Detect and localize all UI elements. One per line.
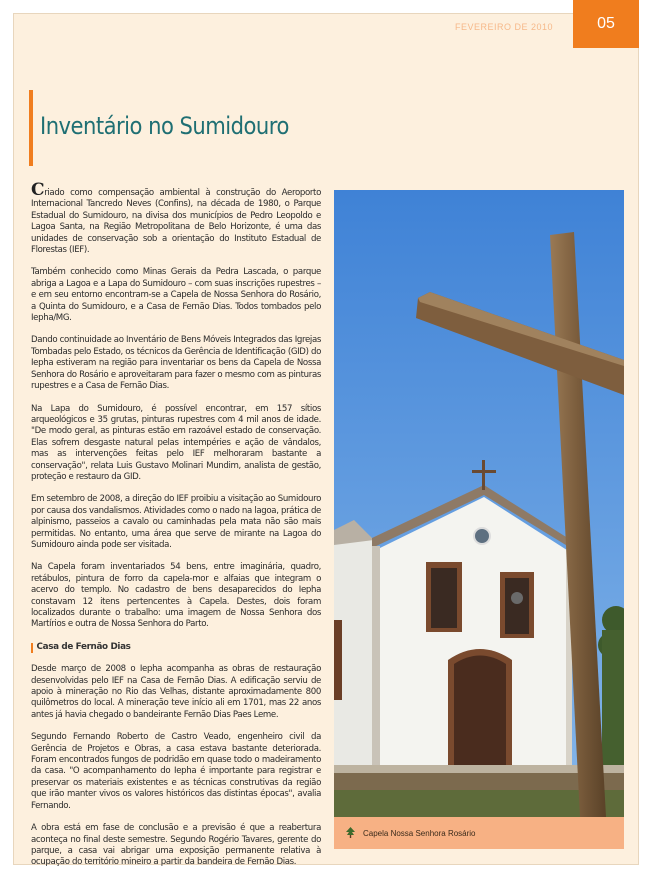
drop-cap: C (31, 180, 45, 200)
photo-caption-bar (334, 817, 624, 849)
chapel-photo (334, 190, 624, 817)
page-number: 05 (573, 0, 639, 48)
paragraph-1-text: riado como compensação ambiental à construção do Aeroporto Internacional Tancredo Neves (Confins), na década de 1980, o Parque Estadual do Sumidouro, na divisa dos municípios de Pedro Leopoldo e Lagoa Santa, na Região Metropolitana de Belo Horizonte, é uma das unidades de conservação sob a orientação do Instituto Estadual de Florestas (IEF). (31, 188, 321, 256)
subhead-accent-bar (31, 643, 33, 653)
subhead-text: Casa de Fernão Dias (36, 641, 131, 652)
paragraph-intro (31, 180, 321, 256)
issue-date: FEVEREIRO DE 2010 (455, 22, 554, 32)
section-subhead (31, 642, 321, 653)
title-accent-bar (29, 90, 33, 166)
paragraph-5: Em setembro de 2008, a direção do IEF proibiu a visitação ao Sumidouro por causa dos vandalismos. Atividades como o nado na lagoa, prática de alpinismo, passeios a cavalo ou caminhadas pela mata não são mais permitidas. No entanto, uma área que serve de mirante na Lagoa do Sumidouro ainda pode ser visitada. (31, 494, 321, 550)
paragraph-3: Dando continuidade ao Inventário de Bens Móveis Integrados das Igrejas Tombadas pelo Estado, os técnicos da Gerência de Identificação (GID) do Iepha estiveram na região para inventariar os bens da Capela de Nossa Senhora do Rosário e aproveitaram para fazer o mesmo com as pinturas rupestres e a Casa de Fernão Dias. (31, 335, 321, 392)
article-body (31, 180, 321, 880)
paragraph-4: Na Lapa do Sumidouro, é possível encontrar, em 157 sítios arqueológicos e 35 grutas, pinturas rupestres com 4 mil anos de idade. "De modo geral, as pinturas estão em razoável estado de conservação. Elas sofrem desgaste natural pelas intempéries e ação de vândalos, mas as intervenções feitas pelo IEF melhoraram bastante a conservação", relata Luis Gustavo Molinari Mundim, analista de gestão, proteção e restauro da GID. (31, 403, 321, 482)
chapel-illustration (334, 190, 624, 817)
paragraph-6: Na Capela foram inventariados 54 bens, entre imaginária, quadro, retábulos, pintura de forro da capela-mor e alfaias que integram o acervo do templo. No cadastro de bens desaparecidos do Iepha constavam 12 itens pertencentes à Capela. Destes, dois foram localizados durante o trabalho: uma imagem de Nossa Senhora dos Martírios e outra de Nossa Senhora do Parto. (31, 562, 321, 630)
photo-caption: Capela Nossa Senhora Rosário (363, 828, 476, 838)
article-title: Inventário no Sumidouro (40, 112, 289, 140)
paragraph-8: Segundo Fernando Roberto de Castro Veado, engenheiro civil da Gerência de Projetos e Obras, a casa estava bastante deteriorada. Foram encontrados fungos de podridão em quase todo o madeiramento da casa. "O acompanhamento do Iepha é importante para registrar e preservar os materiais existentes e as técnicas construtivas da região que irão manter vivos os valores históricos das distintas épocas", avalia Fernando. (31, 732, 321, 811)
paragraph-2: Também conhecido como Minas Gerais da Pedra Lascada, o parque abriga a Lagoa e a Lapa do Sumidouro – com suas inscrições rupestres – e em seu entorno encontram-se a Capela de Nossa Senhora do Rosário, a Quinta do Sumidouro, e a Casa de Fernão Dias. Todos tombados pelo Iepha/MG. (31, 267, 321, 324)
tree-icon (346, 827, 355, 840)
paragraph-7: Desde março de 2008 o Iepha acompanha as obras de restauração desenvolvidas pelo IEF na Casa de Fernão Dias. A edificação serviu de apoio à mineração no Rio das Velhas, distante aproximadamente 800 quilômetros do local. A mineração teve início ali em 1701, mas 22 anos antes já havia chegado o bandeirante Fernão Dias Paes Leme. (31, 664, 321, 720)
paragraph-9: A obra está em fase de conclusão e a previsão é que a reabertura aconteça no final deste semestre. Segundo Rogério Tavares, gerente do parque, a casa vai abrigar uma exposição permanente relativa à ocupação do território mineiro a partir da bandeira de Fernão Dias. (31, 823, 321, 868)
